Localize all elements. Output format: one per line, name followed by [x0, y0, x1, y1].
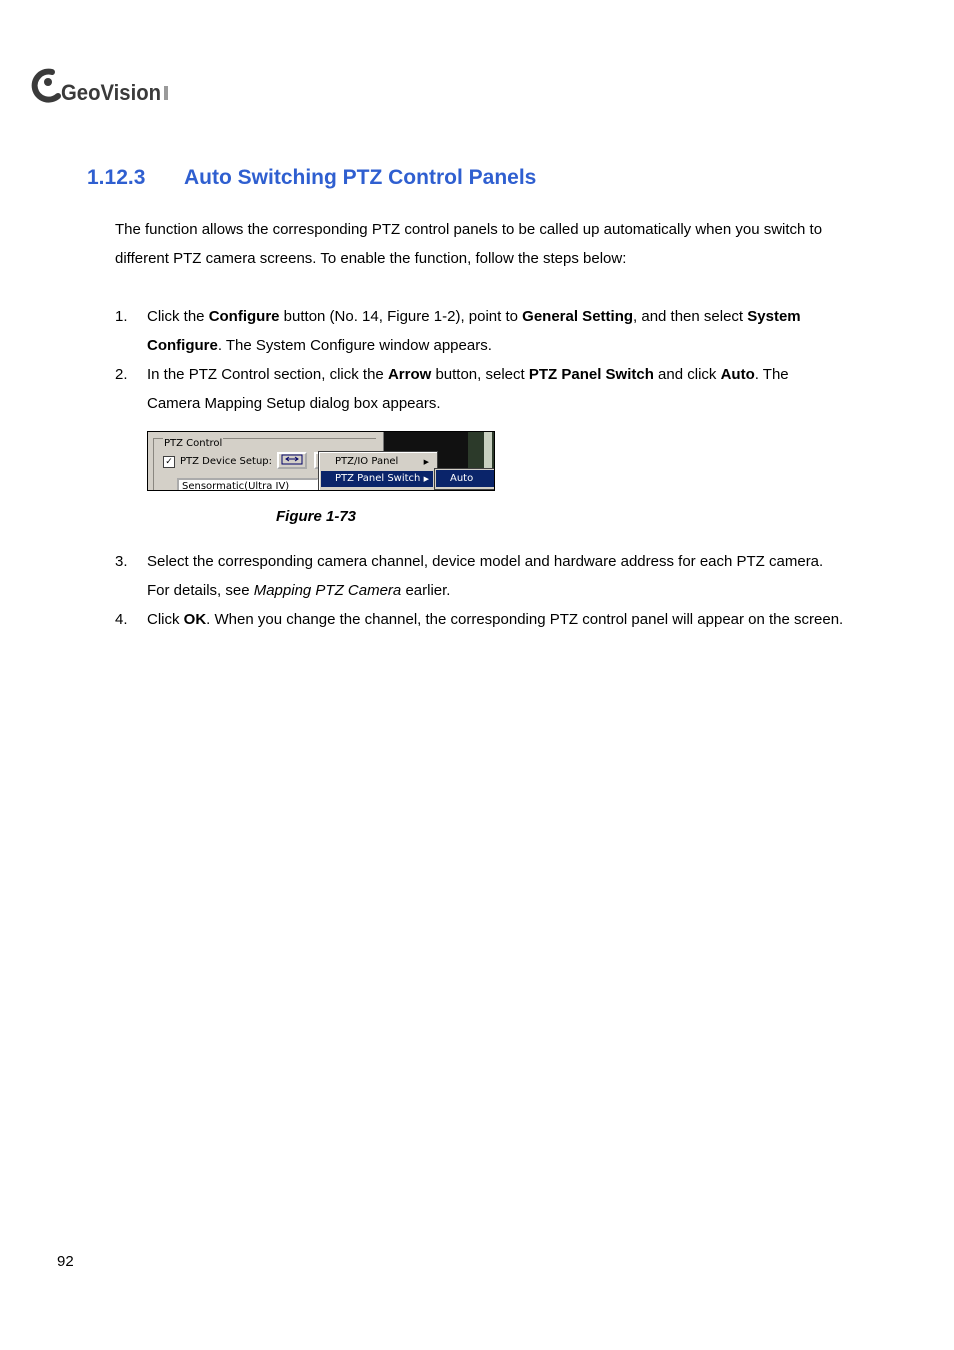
step-text: , and then select: [633, 308, 748, 325]
steps-list-part-1: [115, 302, 845, 418]
ui-term-auto: Auto: [720, 366, 755, 383]
ptz-device-setup-checkbox[interactable]: ✓: [163, 456, 175, 468]
step-text: Click: [147, 611, 184, 628]
cross-reference: Mapping PTZ Camera: [253, 582, 402, 599]
ui-term-general-setting: General Setting: [522, 308, 634, 325]
panel-switch-submenu: [434, 468, 495, 490]
svg-text:GeoVision: GeoVision: [61, 80, 161, 105]
ui-term-ptz-panel-switch: PTZ Panel Switch: [528, 366, 654, 383]
step-text: Click the: [147, 308, 209, 325]
menu-item-ptz-panel-switch[interactable]: [321, 471, 433, 487]
menu-item-ptz-io-panel[interactable]: [321, 454, 433, 470]
section-heading: [87, 166, 536, 190]
menu-item-label: PTZ Panel Switch: [335, 473, 421, 484]
group-label: PTZ Control: [164, 438, 223, 449]
ptz-setup-icon: [281, 454, 303, 465]
ptz-device-setup-label: PTZ Device Setup:: [180, 456, 273, 467]
step-number: 1.: [115, 308, 128, 325]
ui-term-system-configure: System Configure: [147, 308, 801, 354]
submenu-item-auto[interactable]: Auto: [436, 470, 495, 487]
intro-paragraph: The function allows the corresponding PTZ control panels to be called up automatically when you switch to different PTZ camera screens. To enable the function, follow the steps below:: [115, 221, 823, 267]
arrow-popup-menu: [318, 451, 438, 491]
step-1: [115, 302, 845, 360]
step-2: [115, 360, 845, 418]
step-number: 3.: [115, 553, 128, 570]
step-3: [115, 547, 845, 605]
geovision-logo: [28, 66, 198, 106]
steps-list-part-2: [115, 547, 845, 634]
device-setup-button[interactable]: [277, 452, 307, 469]
step-4: [115, 605, 845, 634]
device-model-select[interactable]: Sensormatic(Ultra IV): [177, 478, 319, 491]
section-number: 1.12.3: [87, 166, 146, 189]
section-title: Auto Switching PTZ Control Panels: [184, 166, 537, 189]
step-text: . The Camera Mapping Setup dialog box appears.: [147, 366, 789, 412]
step-text: button, select: [431, 366, 529, 383]
page-number: 92: [57, 1253, 74, 1270]
figure-caption: Figure 1-73: [276, 508, 357, 525]
menu-item-label: PTZ/IO Panel: [335, 456, 399, 467]
step-text: In the PTZ Control section, click the: [147, 366, 388, 383]
step-number: 2.: [115, 366, 128, 383]
step-number: 4.: [115, 611, 128, 628]
step-text: and click: [653, 366, 721, 383]
step-text: earlier.: [401, 582, 451, 599]
step-text: button (No. 14, Figure 1-2), point to: [279, 308, 523, 325]
submenu-arrow-icon: ▶: [423, 458, 429, 466]
step-text: . When you change the channel, the corresponding PTZ control panel will appear on the screen.: [206, 611, 844, 628]
step-text: Select the corresponding camera channel, device model and hardware address for each PTZ camera. For details, see: [147, 553, 824, 599]
step-text: . The System Configure window appears.: [217, 337, 492, 354]
ui-term-configure: Configure: [208, 308, 280, 325]
figure-screenshot: [147, 431, 495, 491]
ui-term-arrow: Arrow: [387, 366, 432, 383]
submenu-arrow-icon: ▶: [423, 475, 429, 483]
ui-term-ok: OK: [183, 611, 207, 628]
